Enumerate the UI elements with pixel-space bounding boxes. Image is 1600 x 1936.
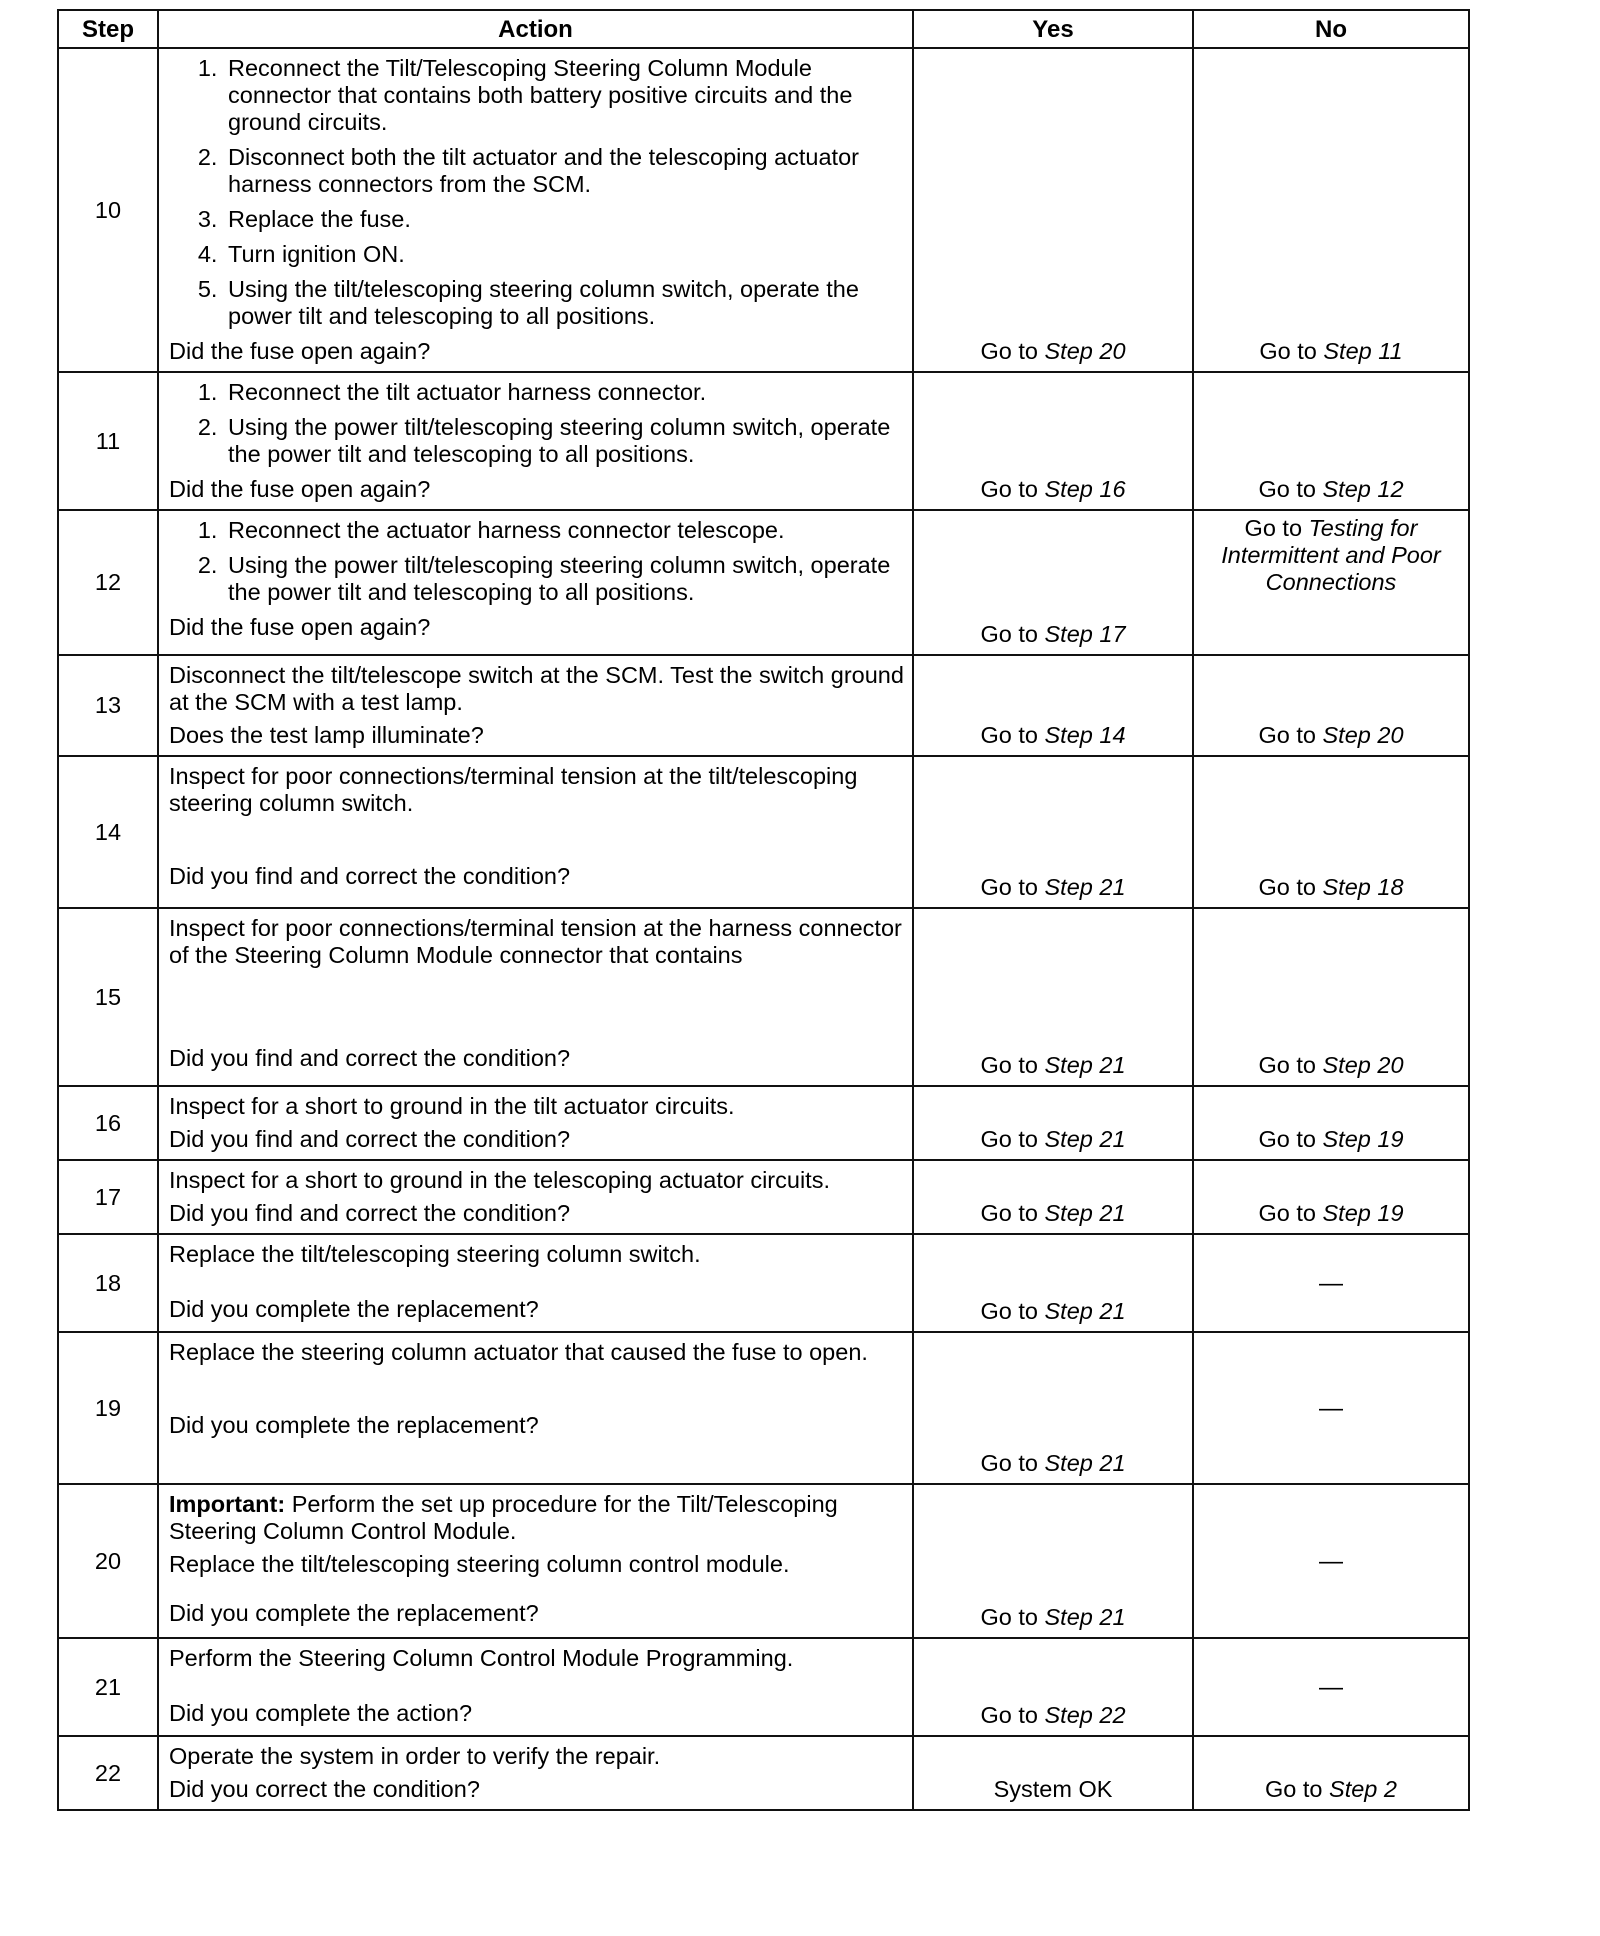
step-number: 12	[58, 510, 158, 655]
step-ref: Step 18	[1322, 874, 1404, 900]
step-ref: Step 21	[1044, 1200, 1126, 1226]
go-to-label: Go to	[980, 722, 1038, 748]
step-number: 14	[58, 756, 158, 908]
step-ref: Step 21	[1044, 1450, 1126, 1476]
action-question: Did the fuse open again?	[169, 338, 431, 364]
action-text: Replace the tilt/telescoping steering column switch.	[169, 1241, 701, 1267]
step-ref: Step 19	[1322, 1200, 1404, 1226]
yes-cell	[913, 1484, 1193, 1638]
table-row	[58, 655, 1469, 756]
step-ref: Step 11	[1323, 338, 1403, 364]
action-text: Operate the system in order to verify the repair.	[169, 1743, 661, 1769]
table-row	[58, 756, 1469, 908]
action-cell	[158, 1160, 913, 1234]
action-cell	[158, 1638, 913, 1736]
no-cell	[1193, 756, 1469, 908]
action-text: Perform the Steering Column Control Module Programming.	[169, 1645, 794, 1671]
system-ok-text: System OK	[993, 1776, 1113, 1802]
step-ref: Step 16	[1044, 476, 1126, 502]
step-ref: Step 17	[1044, 621, 1126, 647]
go-to-label: Go to	[1258, 1052, 1316, 1078]
action-question: Does the test lamp illuminate?	[169, 722, 484, 748]
step-ref: Step 22	[1044, 1702, 1126, 1728]
yes-cell	[913, 1086, 1193, 1160]
step-number: 13	[58, 655, 158, 756]
go-to-label: Go to	[980, 1126, 1038, 1152]
step-number: 15	[58, 908, 158, 1086]
go-to-label: Go to	[980, 1450, 1038, 1476]
header-action: Action	[158, 10, 913, 48]
go-to-label: Go to	[980, 874, 1038, 900]
table-row	[58, 1086, 1469, 1160]
yes-cell	[913, 655, 1193, 756]
action-text: Inspect for poor connections/terminal tension at the tilt/telescoping steering column switch.	[169, 763, 858, 816]
table-row	[58, 1234, 1469, 1332]
action-item: 4. Turn ignition ON.	[224, 241, 904, 268]
go-to-label: Go to	[1265, 1776, 1323, 1802]
step-number: 17	[58, 1160, 158, 1234]
action-question: Did you correct the condition?	[169, 1776, 480, 1802]
step-ref: Step 21	[1044, 1126, 1126, 1152]
yes-cell	[913, 1160, 1193, 1234]
step-number: 11	[58, 372, 158, 510]
action-list	[169, 517, 904, 606]
important-text: Perform the set up procedure for the Tilt/Telescoping Steering Column Control Module.	[169, 1491, 838, 1544]
action-question: Did the fuse open again?	[169, 614, 431, 640]
action-cell	[158, 48, 913, 372]
no-cell	[1193, 48, 1469, 372]
action-text: Inspect for poor connections/terminal tension at the harness connector of the Steering Column Module connector that contains	[169, 915, 902, 968]
no-cell	[1193, 372, 1469, 510]
action-question: Did you find and correct the condition?	[169, 1200, 571, 1226]
action-text: Inspect for a short to ground in the telescoping actuator circuits.	[169, 1167, 830, 1193]
no-cell	[1193, 655, 1469, 756]
no-cell	[1193, 1160, 1469, 1234]
action-question: Did you complete the action?	[169, 1700, 473, 1726]
no-cell	[1193, 1332, 1469, 1484]
header-step: Step	[58, 10, 158, 48]
go-to-label: Go to	[1258, 874, 1316, 900]
table-row	[58, 1332, 1469, 1484]
step-number: 21	[58, 1638, 158, 1736]
go-to-label: Go to	[980, 1702, 1038, 1728]
action-cell	[158, 1332, 913, 1484]
no-answer-dash: —	[1319, 1394, 1343, 1422]
action-item: 2. Using the power tilt/telescoping steering column switch, operate the power tilt and telescoping to all positions.	[224, 552, 904, 606]
action-question: Did you complete the replacement?	[169, 1412, 539, 1438]
table-row	[58, 1484, 1469, 1638]
step-ref: Step 20	[1322, 722, 1404, 748]
action-list	[169, 379, 904, 468]
cross-reference: Testing for Intermittent and Poor Connections	[1221, 515, 1441, 595]
no-cell	[1193, 1736, 1469, 1810]
step-ref: Step 2	[1329, 1776, 1397, 1802]
action-text: Disconnect the tilt/telescope switch at the SCM. Test the switch ground at the SCM with a test lamp.	[169, 662, 904, 715]
step-number: 20	[58, 1484, 158, 1638]
yes-cell	[913, 1638, 1193, 1736]
yes-cell	[913, 510, 1193, 655]
action-cell	[158, 1234, 913, 1332]
action-question: Did you find and correct the condition?	[169, 1045, 571, 1071]
go-to-label: Go to	[1258, 476, 1316, 502]
go-to-label: Go to	[1259, 338, 1317, 364]
step-number: 16	[58, 1086, 158, 1160]
step-ref: Step 21	[1044, 1604, 1126, 1630]
yes-cell	[913, 1332, 1193, 1484]
go-to-label: Go to	[980, 1052, 1038, 1078]
action-question: Did you find and correct the condition?	[169, 863, 571, 889]
table-row	[58, 1638, 1469, 1736]
go-to-label: Go to	[980, 1200, 1038, 1226]
no-cell	[1193, 908, 1469, 1086]
step-ref: Step 20	[1322, 1052, 1404, 1078]
action-cell	[158, 1086, 913, 1160]
yes-cell	[913, 1736, 1193, 1810]
go-to-label: Go to	[1244, 515, 1303, 541]
step-ref: Step 21	[1044, 1298, 1126, 1324]
yes-cell	[913, 756, 1193, 908]
no-cell	[1193, 1086, 1469, 1160]
go-to-label: Go to	[1258, 722, 1316, 748]
action-item: 2. Disconnect both the tilt actuator and the telescoping actuator harness connectors from the SCM.	[224, 144, 904, 198]
action-cell	[158, 1484, 913, 1638]
no-answer-dash: —	[1319, 1269, 1343, 1297]
go-to-label: Go to	[1258, 1200, 1316, 1226]
action-item: 1. Reconnect the actuator harness connector telescope.	[224, 517, 904, 544]
action-question: Did you complete the replacement?	[169, 1296, 539, 1322]
step-number: 19	[58, 1332, 158, 1484]
yes-cell	[913, 48, 1193, 372]
action-cell	[158, 756, 913, 908]
no-cell	[1193, 1484, 1469, 1638]
table-row	[58, 1736, 1469, 1810]
step-number: 22	[58, 1736, 158, 1810]
step-ref: Step 19	[1322, 1126, 1404, 1152]
action-question: Did the fuse open again?	[169, 476, 431, 502]
go-to-label: Go to	[980, 1298, 1038, 1324]
action-text: Replace the tilt/telescoping steering column control module.	[169, 1551, 790, 1577]
go-to-label: Go to	[980, 338, 1038, 364]
table-row	[58, 510, 1469, 655]
go-to-label: Go to	[980, 476, 1038, 502]
action-text: Inspect for a short to ground in the tilt actuator circuits.	[169, 1093, 735, 1119]
go-to-label: Go to	[980, 621, 1038, 647]
action-item: 2. Using the power tilt/telescoping steering column switch, operate the power tilt and telescoping to all positions.	[224, 414, 904, 468]
step-number: 18	[58, 1234, 158, 1332]
action-item: 5. Using the tilt/telescoping steering column switch, operate the power tilt and telescoping to all positions.	[224, 276, 904, 330]
table-row	[58, 48, 1469, 372]
table-header-row	[58, 10, 1469, 48]
no-cell	[1193, 1638, 1469, 1736]
yes-cell	[913, 372, 1193, 510]
yes-cell	[913, 1234, 1193, 1332]
important-label: Important:	[169, 1491, 286, 1517]
header-yes: Yes	[913, 10, 1193, 48]
go-to-label: Go to	[980, 1604, 1038, 1630]
action-cell	[158, 1736, 913, 1810]
action-cell	[158, 372, 913, 510]
table-row	[58, 1160, 1469, 1234]
action-text: Replace the steering column actuator that caused the fuse to open.	[169, 1339, 868, 1365]
action-question: Did you complete the replacement?	[169, 1600, 539, 1626]
diagnostic-table	[57, 9, 1470, 1811]
table-row	[58, 908, 1469, 1086]
header-no: No	[1193, 10, 1469, 48]
action-cell	[158, 655, 913, 756]
no-answer-dash: —	[1319, 1673, 1343, 1701]
action-cell	[158, 908, 913, 1086]
yes-cell	[913, 908, 1193, 1086]
action-question: Did you find and correct the condition?	[169, 1126, 571, 1152]
go-to-label: Go to	[1258, 1126, 1316, 1152]
step-ref: Step 21	[1044, 1052, 1126, 1078]
table-row	[58, 372, 1469, 510]
action-cell	[158, 510, 913, 655]
step-ref: Step 20	[1044, 338, 1126, 364]
no-cell	[1193, 510, 1469, 655]
step-ref: Step 12	[1322, 476, 1404, 502]
action-list	[169, 55, 904, 330]
step-ref: Step 21	[1044, 874, 1126, 900]
no-cell	[1193, 1234, 1469, 1332]
important-note	[169, 1491, 904, 1545]
action-item: 3. Replace the fuse.	[224, 206, 904, 233]
no-answer-dash: —	[1319, 1547, 1343, 1575]
action-item: 1. Reconnect the Tilt/Telescoping Steering Column Module connector that contains both battery positive circuits and the ground circuits.	[224, 55, 904, 136]
action-item: 1. Reconnect the tilt actuator harness connector.	[224, 379, 904, 406]
step-ref: Step 14	[1044, 722, 1126, 748]
step-number: 10	[58, 48, 158, 372]
